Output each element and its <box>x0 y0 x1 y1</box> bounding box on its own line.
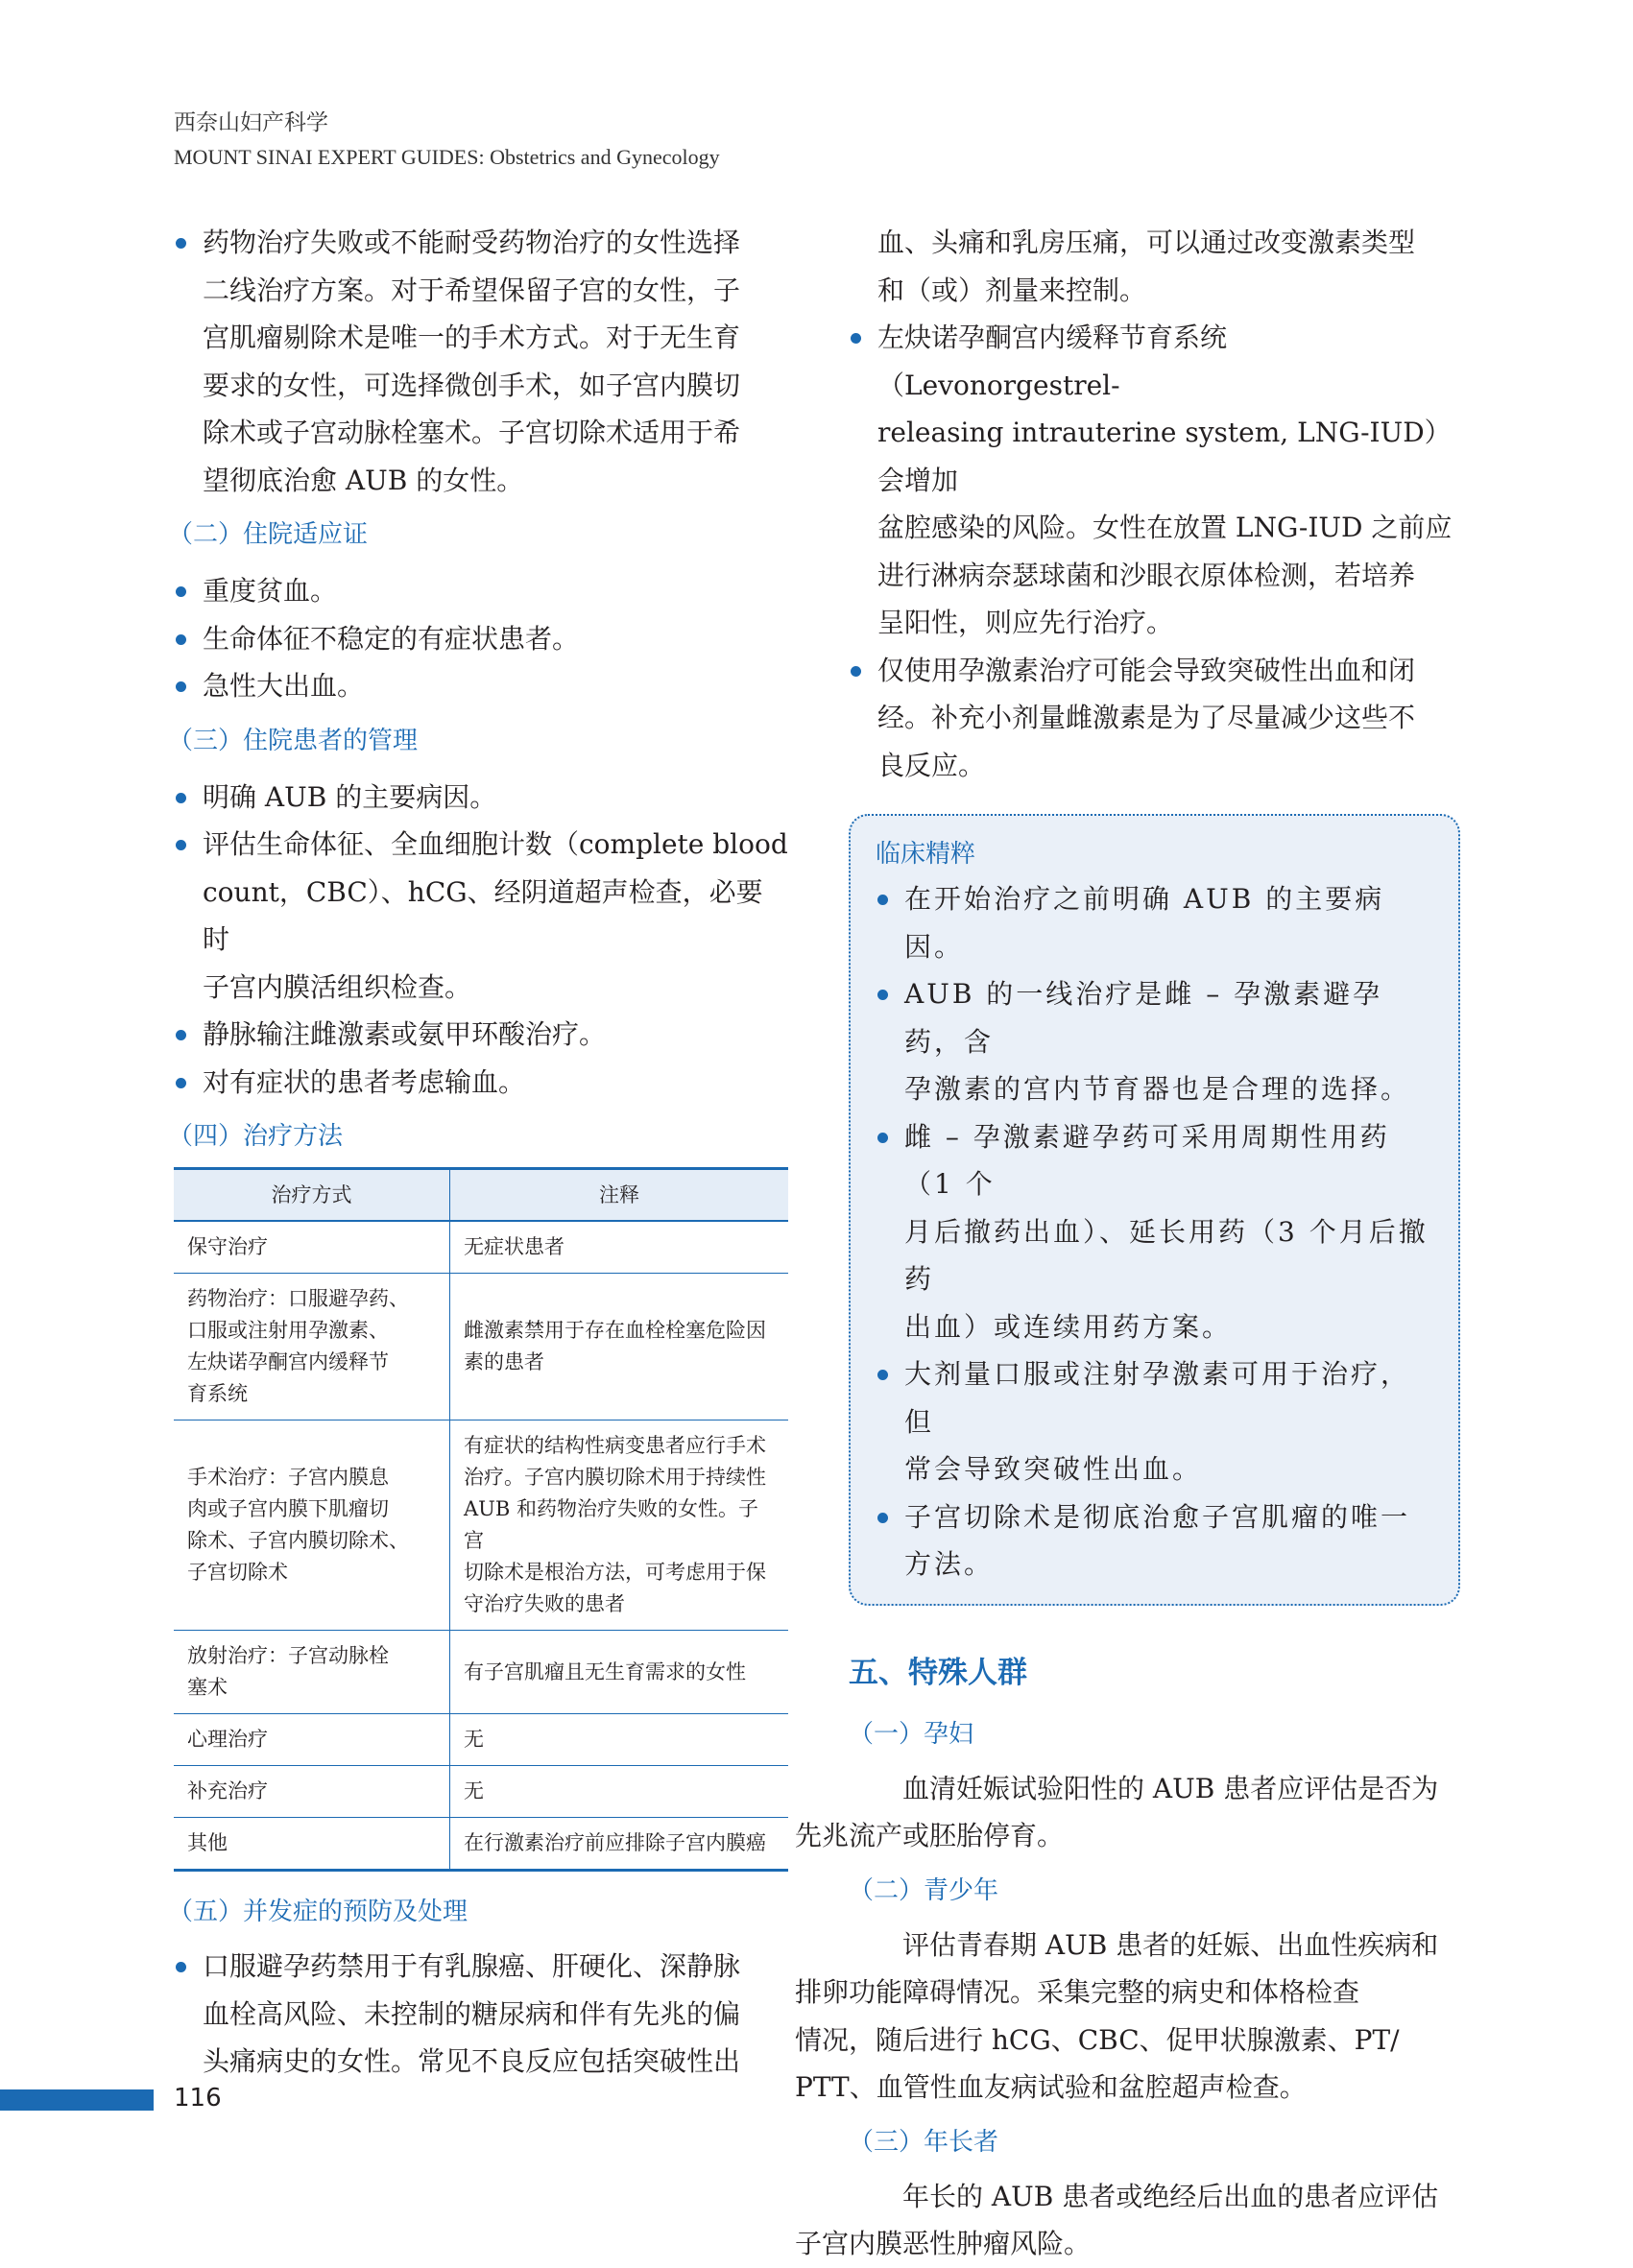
text-line: 出血）或连续用药方案。 <box>904 1310 1233 1343</box>
text-line: 评估青春期 AUB 患者的妊娠、出血性疾病和 <box>902 1928 1439 1961</box>
cell-line: 治疗。子宫内膜切除术用于持续性 <box>464 1466 766 1489</box>
cell-line: 保守治疗 <box>187 1235 268 1258</box>
note-cell <box>450 1420 789 1631</box>
text-line: 呈阳性，则应先行治疗。 <box>877 607 1174 638</box>
note-cell <box>450 1631 789 1714</box>
cell-line: 在行激素治疗前应排除子宫内膜癌 <box>464 1831 766 1854</box>
running-header <box>174 107 720 173</box>
cell-line: 育系统 <box>187 1382 248 1405</box>
cell-line: 塞术 <box>187 1676 228 1699</box>
lng-iud-bullet <box>849 314 1460 647</box>
text-line: 静脉输注雌激素或氨甲环酸治疗。 <box>203 1018 607 1050</box>
method-cell <box>174 1221 450 1274</box>
cell-line: 口服或注射用孕激素、 <box>187 1319 389 1342</box>
text-line: 月后撤药出血）、延长用药（3 个月后撤药 <box>904 1215 1429 1295</box>
book-title-zh: 西奈山妇产科学 <box>174 110 328 135</box>
text-line: 宫肌瘤剔除术是唯一的手术方式。对于无生育 <box>203 322 741 353</box>
note-cell <box>450 1274 789 1420</box>
table-row <box>174 1274 788 1420</box>
text-line: 常会导致突破性出血。 <box>904 1453 1203 1485</box>
text-line: 药物治疗失败或不能耐受药物治疗的女性选择 <box>203 227 741 258</box>
table-row <box>174 1818 788 1871</box>
pearl-item <box>876 970 1435 1113</box>
list-item: 生命体征不稳定的有症状患者。 <box>174 615 788 663</box>
cell-line: 补充治疗 <box>187 1779 268 1802</box>
text-line: 排卵功能障碍情况。采集完整的病史和体格检查 <box>795 1976 1360 2008</box>
text-line: 子宫内膜恶性肿瘤风险。 <box>795 2228 1092 2259</box>
method-cell <box>174 1420 450 1631</box>
footer-accent-bar <box>0 2089 154 2111</box>
progestin-bullet <box>849 647 1460 790</box>
cell-line: 雌激素禁用于存在血栓栓塞危险因 <box>464 1319 766 1342</box>
list-item <box>174 821 788 1011</box>
section-heading-special-populations: 五、特殊人群 <box>849 1655 1027 1690</box>
text-line: PTT、血管性血友病试验和盆腔超声检查。 <box>795 2071 1307 2103</box>
pearl-item <box>876 1113 1435 1351</box>
table-row <box>174 1714 788 1766</box>
page-number: 116 <box>174 2084 222 2113</box>
text-line: 盆腔感染的风险。女性在放置 LNG-IUD 之前应 <box>877 512 1453 543</box>
list-item <box>174 1059 788 1107</box>
pearl-item <box>876 875 1435 970</box>
cell-line: 心理治疗 <box>187 1728 268 1751</box>
cell-line: 有子宫肌瘤且无生育需求的女性 <box>464 1659 746 1683</box>
complications-bullet <box>174 1943 788 2086</box>
text-line: 要求的女性，可选择微创手术，如子宫内膜切 <box>203 369 741 401</box>
text-line: 雌 – 孕激素避孕药可采用周期性用药（1 个 <box>904 1120 1390 1200</box>
cell-line: 有症状的结构性病变患者应行手术 <box>464 1434 766 1457</box>
treatment-table <box>174 1167 788 1872</box>
text-line: 在开始治疗之前明确 AUB 的主要病因。 <box>904 883 1385 963</box>
section-heading-inpatient: （三）住院患者的管理 <box>168 726 419 755</box>
list-item: 重度贫血。 <box>174 567 788 615</box>
text-line: 口服避孕药禁用于有乳腺癌、肝硬化、深静脉 <box>203 1950 741 1982</box>
note-cell <box>450 1221 789 1274</box>
cell-line: AUB 和药物治疗失败的女性。子宫 <box>464 1497 758 1552</box>
pearls-title: 临床精粹 <box>876 840 976 869</box>
cell-line: 除术、子宫内膜切除术、 <box>187 1529 409 1552</box>
list-item <box>174 774 788 822</box>
pearl-item <box>876 1350 1435 1493</box>
method-cell <box>174 1274 450 1420</box>
cell-line: 无 <box>464 1779 484 1802</box>
subheading-adolescents: （二）青少年 <box>849 1875 999 1905</box>
text-line: 明确 AUB 的主要病因。 <box>203 780 497 813</box>
book-title-en: MOUNT SINAI EXPERT GUIDES: Obstetrics and Gynecology <box>174 145 720 169</box>
subheading-elderly: （三）年长者 <box>849 2127 999 2157</box>
clinical-pearls-box <box>849 814 1460 1606</box>
text-line: 进行淋病奈瑟球菌和沙眼衣原体检测，若培养 <box>877 559 1416 591</box>
text-line: releasing intrauterine system, LNG-IUD）会增加 <box>877 417 1452 496</box>
adolescents-paragraph <box>795 1922 1460 2112</box>
pearl-item <box>876 1493 1435 1588</box>
text-line: 血、头痛和乳房压痛，可以通过改变激素类型 <box>877 227 1416 258</box>
table-row <box>174 1221 788 1274</box>
text-line: 经。补充小剂量雌激素是为了尽量减少这些不 <box>877 702 1416 733</box>
note-cell <box>450 1766 789 1818</box>
table-row <box>174 1420 788 1631</box>
right-column <box>795 219 1460 2268</box>
text-line: 子宫内膜活组织检查。 <box>203 970 472 1003</box>
cell-line: 左炔诺孕酮宫内缓释节 <box>187 1350 389 1373</box>
note-cell <box>450 1714 789 1766</box>
section-heading-admission: （二）住院适应证 <box>168 520 369 549</box>
text-line: 评估生命体征、全血细胞计数（complete blood <box>203 828 788 860</box>
text-line: 二线治疗方案。对于希望保留子宫的女性，子 <box>203 274 741 306</box>
column-header: 注释 <box>450 1169 789 1222</box>
text-line: 除术或子宫动脉栓塞术。子宫切除术适用于希 <box>203 417 741 448</box>
table-row <box>174 1766 788 1818</box>
text-line: 和（或）剂量来控制。 <box>877 274 1147 306</box>
pregnant-paragraph <box>795 1765 1460 1860</box>
table-row <box>174 1631 788 1714</box>
cell-line: 切除术是根治方法，可考虑用于保 <box>464 1561 766 1584</box>
text-line: 仅使用孕激素治疗可能会导致突破性出血和闭 <box>877 654 1416 686</box>
text-line: 左炔诺孕酮宫内缓释节育系统（Levonorgestrel- <box>877 322 1228 401</box>
list-item <box>174 1011 788 1059</box>
text-line: 方法。 <box>904 1548 995 1580</box>
method-cell <box>174 1714 450 1766</box>
text-line: 年长的 AUB 患者或绝经后出血的患者应评估 <box>902 2180 1439 2212</box>
cell-line: 肉或子宫内膜下肌瘤切 <box>187 1497 389 1520</box>
note-cell <box>450 1818 789 1871</box>
text-line: 大剂量口服或注射孕激素可用于治疗，但 <box>904 1358 1411 1438</box>
method-cell <box>174 1766 450 1818</box>
cell-line: 素的患者 <box>464 1350 544 1373</box>
list-item: 急性大出血。 <box>174 662 788 710</box>
cell-line: 放射治疗：子宫动脉栓 <box>187 1644 389 1667</box>
text-line: 孕激素的宫内节育器也是合理的选择。 <box>904 1073 1411 1105</box>
text-line: 对有症状的患者考虑输血。 <box>203 1065 526 1098</box>
continued-text <box>849 219 1460 314</box>
intro-bullet <box>174 219 788 504</box>
cell-line: 其他 <box>187 1831 228 1854</box>
subheading-pregnant: （一）孕妇 <box>849 1719 974 1749</box>
cell-line: 守治疗失败的患者 <box>464 1592 625 1615</box>
text-line: AUB 的一线治疗是雌 – 孕激素避孕药，含 <box>904 978 1383 1058</box>
section-heading-complications: （五）并发症的预防及处理 <box>168 1898 468 1926</box>
text-line: 望彻底治愈 AUB 的女性。 <box>203 464 524 496</box>
cell-line: 子宫切除术 <box>187 1561 288 1584</box>
left-column <box>168 219 788 2086</box>
cell-line: 无症状患者 <box>464 1235 564 1258</box>
text-line: 先兆流产或胚胎停育。 <box>795 1820 1065 1851</box>
method-cell <box>174 1818 450 1871</box>
cell-line: 手术治疗：子宫内膜息 <box>187 1466 389 1489</box>
method-cell <box>174 1631 450 1714</box>
text-line: 良反应。 <box>877 749 986 781</box>
text-line: 子宫切除术是彻底治愈子宫肌瘤的唯一 <box>904 1500 1411 1533</box>
cell-line: 药物治疗：口服避孕药、 <box>187 1287 409 1310</box>
text-line: 头痛病史的女性。常见不良反应包括突破性出 <box>203 2045 741 2077</box>
text-line: count，CBC）、hCG、经阴道超声检查，必要时 <box>203 875 763 955</box>
text-line: 血清妊娠试验阳性的 AUB 患者应评估是否为 <box>902 1772 1439 1804</box>
section-heading-treatment: （四）治疗方法 <box>168 1122 344 1151</box>
column-header: 治疗方式 <box>174 1169 450 1222</box>
table-header-row <box>174 1169 788 1222</box>
cell-line: 无 <box>464 1728 484 1751</box>
elderly-paragraph <box>795 2173 1460 2268</box>
text-line: 情况，随后进行 hCG、CBC、促甲状腺激素、PT/ <box>795 2023 1400 2056</box>
text-line: 血栓高风险、未控制的糖尿病和伴有先兆的偏 <box>203 1997 741 2030</box>
